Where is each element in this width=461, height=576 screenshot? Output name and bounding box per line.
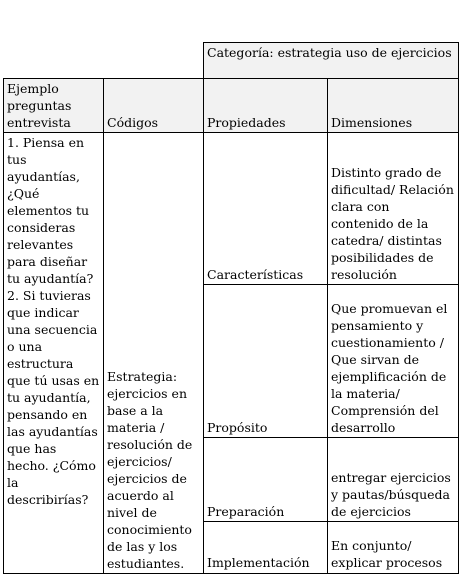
header-properties: Propiedades [204, 79, 328, 133]
empty-corner-cell [4, 43, 204, 79]
header-questions: Ejemplo preguntas entrevista [4, 79, 104, 133]
category-cell: Categoría: estrategia uso de ejercicios [204, 43, 459, 79]
dimension-cell: Distinto grado de dificultad/ Relación clara con contenido de la catedra/ distintas posibilidades de resolución [328, 133, 459, 285]
dimension-cell: entregar ejercicios y pautas/búsqueda de ejercicios [328, 438, 459, 522]
dimension-cell: Que promuevan el pensamiento y cuestionamiento / Que sirvan de ejemplificación de la materia/ Comprensión del desarrollo [328, 285, 459, 438]
header-dimensions: Dimensiones [328, 79, 459, 133]
property-cell: Preparación [204, 438, 328, 522]
property-cell: Implementación [204, 522, 328, 574]
dimension-cell: En conjunto/ explicar procesos [328, 522, 459, 574]
property-cell: Propósito [204, 285, 328, 438]
header-codes: Códigos [104, 79, 204, 133]
coding-table [3, 42, 459, 574]
codes-cell: Estrategia: ejercicios en base a la materia / resolución de ejercicios/ ejercicios de acuerdo al nivel de conocimiento de las y los estudiantes. [104, 133, 204, 574]
property-cell: Características [204, 133, 328, 285]
questions-cell: 1. Piensa en tus ayudantías, ¿Qué elementos tu consideras relevantes para diseñar tu ayudantía? 2. Si tuvieras que indicar una secuencia o una estructura que tú usas en tu ayudantía, pensando en las ayudantías que has hecho. ¿Cómo la describirías? [4, 133, 104, 574]
